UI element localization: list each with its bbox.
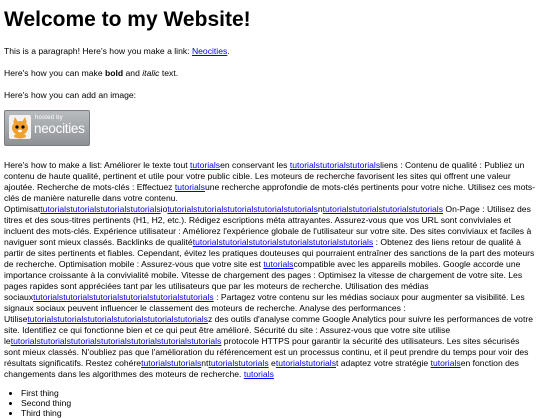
tutorials-link[interactable]: tutorialstutorials (208, 358, 269, 368)
badge-brand-text: neocities (34, 121, 85, 136)
list-paragraph-text: n (317, 204, 323, 214)
tutorials-link[interactable]: tutorials (174, 182, 205, 192)
list-paragraph-text: protocole HTTPS pour garantir la sécurité des utilisateurs. Les sites sécurisés sont mieux classés. N'oubliez pas que l'amélioration du référencement est un processus continu, et il peut prendre du temps pour voir des résultats significatifs. Restez cohére (4, 336, 529, 368)
list-paragraph-text: : Partagez votre contenu sur les médias sociaux pour augmenter sa visibilité. Les signaux sociaux peuvent influencer le classement des moteurs de recherche. Analyse des performances : Utilise (4, 292, 525, 324)
list-paragraph-text: en fonction des changements dans les algorithmes des moteurs de recherche. (4, 358, 519, 379)
tutorials-link[interactable]: tutorialstutorialstutorialstutorials (322, 204, 443, 214)
paragraph-image: Here's how you can add an image: (4, 90, 137, 100)
page-title: Welcome to my Website! (4, 8, 251, 31)
thing-list (4, 388, 536, 418)
paragraph-formatting (4, 68, 536, 79)
list-item: • Second thing (21, 398, 536, 408)
paragraph-end: . (227, 46, 230, 56)
formatting-text: Here's how you can make (4, 68, 105, 78)
neocities-cat-icon (8, 114, 32, 140)
formatting-text-end: text. (159, 68, 179, 78)
badge-hosted-text: hosted by (35, 115, 63, 121)
neocities-link[interactable]: Neocities (191, 46, 228, 56)
tutorials-link[interactable]: tutorials (430, 358, 461, 368)
list-paragraph-text: une recherche approfondie de mots-clés pertinents pour votre niche. Utilisez ces mots-clés de manière naturelle dans votre contenu. Optimisat (4, 182, 536, 214)
list-paragraph-text: z des outils d'analyse comme Google Analytics pour suivre les performances de votre site. Identifiez ce qui fonctionne bien et ce qui peut être amélioré. Sécurité du site : Assurez-vous que votre site utilise le (4, 314, 533, 346)
list-paragraph-text: io (160, 204, 168, 214)
list-paragraph (4, 160, 536, 380)
list-item: • First thing (21, 388, 536, 398)
tutorials-link[interactable]: tutorialstutorialstutorialstutorialstutorialstutorials (192, 237, 374, 247)
tutorials-link[interactable]: tutorials (263, 259, 294, 269)
italic-text: italic (142, 68, 160, 78)
tutorials-link[interactable]: tutorialstutorialstutorialstutorialstutorials (167, 204, 318, 214)
tutorials-link[interactable]: tutorialstutorialstutorialstutorials (40, 204, 161, 214)
tutorials-link[interactable]: tutorials (243, 369, 274, 379)
list-paragraph-text: On-Page : Utilisez des titres et des sous-titres pertinents (H1, H2, etc.). Rédigez escriptions méta attrayantes. Assurez-vous que vos URL sont conviviales et incluent des mots-clés. Expérience utilisateur : Améliorez l'expérience globale de l'utilisateur sur votre site. Des sites conviviaux et faciles à naviguer sont mieux classés. Backlinks de qualité (4, 204, 532, 247)
bold-text: bold (105, 68, 124, 78)
tutorials-link[interactable]: tutorialstutorialstutorials (289, 160, 381, 170)
list-paragraph-text: Here's how to make a list: Améliorer le texte tout (4, 160, 191, 170)
list-paragraph-text: e (268, 358, 276, 368)
tutorials-link[interactable]: tutorialstutorials (275, 358, 336, 368)
paragraph-text: This is a paragraph! Here's how you make a link: (4, 46, 192, 56)
list-item: • Third thing (21, 408, 536, 418)
tutorials-link[interactable]: tutorialstutorialstutorialstutorialstutorialstutorialstutorials (10, 336, 222, 346)
tutorials-link[interactable]: tutorialstutorialstutorialstutorialstutorialstutorials (27, 314, 208, 324)
list-paragraph-text: : Obtenez des liens retour de qualité à partir de sites pertinents et fiables. Cependant, évitez les pratiques douteuses qui pourraient entraîner des sanctions de la part des moteurs de recherche. Optimisation mobile : Assurez-vous que votre site est (4, 237, 535, 269)
list-paragraph-text: nt (201, 358, 209, 368)
list-paragraph-text: en conservant les (220, 160, 290, 170)
tutorials-link[interactable]: tutorials (190, 160, 221, 170)
paragraph-link (4, 46, 536, 57)
list-paragraph-text: liens : Contenu de qualité : Publiez un contenu de haute qualité, pertinent et utile pour votre public cible. Les moteurs de recherche favorisent les sites qui offrent une valeur ajoutée. Recherche de mots-clés : Effectuez (4, 160, 525, 192)
list-paragraph-text: compatible avec les appareils mobiles. Google accorde une importance croissante à la convivialité mobile. Vitesse de chargement des pages : Optimisez la vitesse de chargement de votre site. Les pages rapides sont appréciées tant par les utilisateurs que par les moteurs de recherche. Utilisation des médias sociaux (4, 259, 523, 302)
tutorials-link[interactable]: tutorialstutorials (141, 358, 202, 368)
neocities-badge-image[interactable] (4, 110, 90, 146)
list-paragraph-text: t adaptez votre stratégie (336, 358, 431, 368)
tutorials-link[interactable]: tutorialstutorialstutorialstutorialstutorialstutorials (33, 292, 214, 302)
formatting-text-mid: and (123, 68, 143, 78)
